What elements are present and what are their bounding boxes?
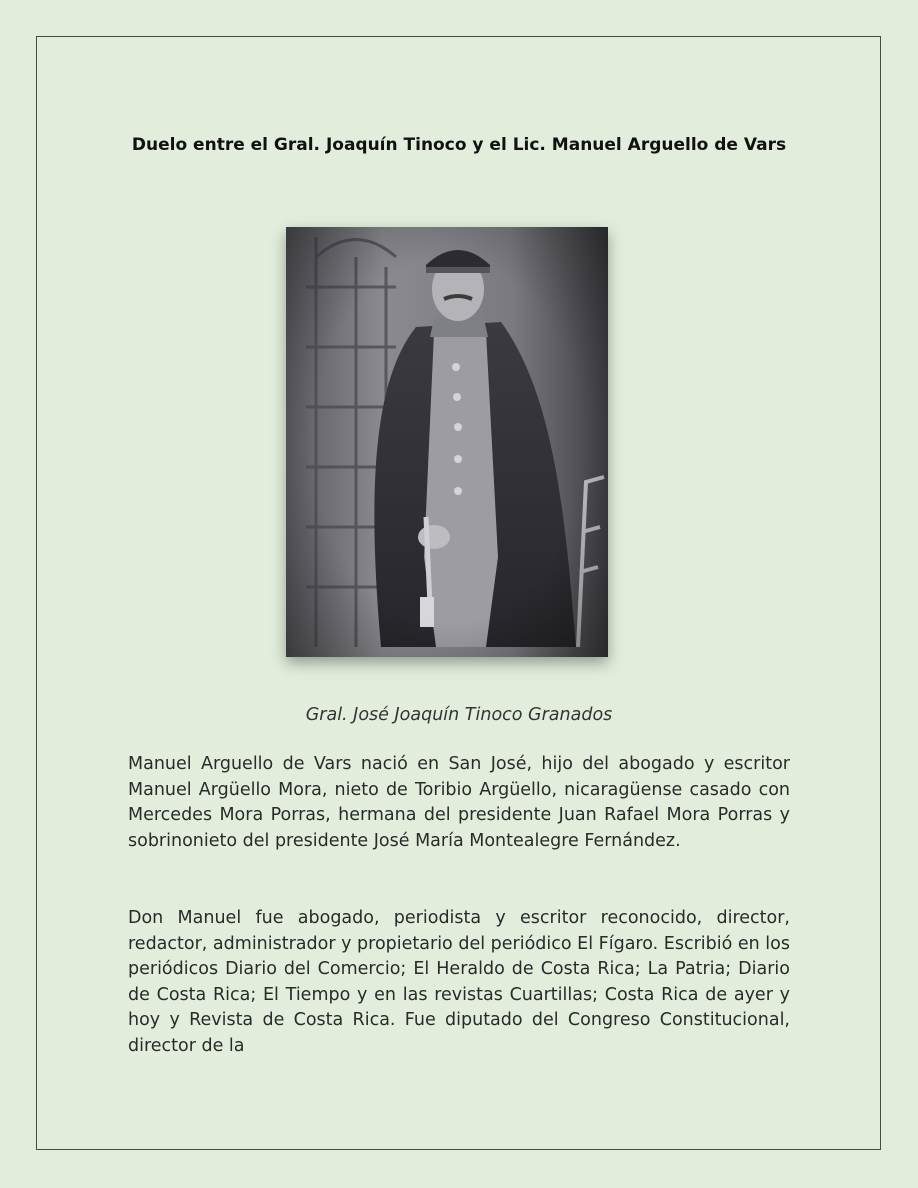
paragraph-1: Manuel Arguello de Vars nació en San José, hijo del abogado y escritor Manuel Argüello Mora, nieto de Toribio Argüello, nicaragüense casado con Mercedes Mora Porras, hermana del presidente Juan Rafael Mora Porras y sobrinonieto del presidente José María Montealegre Fernández. <box>128 754 790 851</box>
photo-caption: Gral. José Joaquín Tinoco Granados <box>305 705 613 725</box>
paragraph-2: Don Manuel fue abogado, periodista y escritor reconocido, director, redactor, administrador y propietario del periódico El Fígaro. Escribió en los periódicos Diario del Comercio; El Heraldo de Costa Rica; La Patria; Diario de Costa Rica; El Tiempo y en las revistas Cuartillas; Costa Rica de ayer y hoy y Revista de Costa Rica. Fue diputado del Congreso Constitucional, director de la <box>128 908 790 1056</box>
portrait-photo-image <box>286 227 608 657</box>
portrait-photo <box>286 227 608 657</box>
document-title: Duelo entre el Gral. Joaquín Tinoco y el Lic. Manuel Arguello de Vars <box>131 135 787 155</box>
